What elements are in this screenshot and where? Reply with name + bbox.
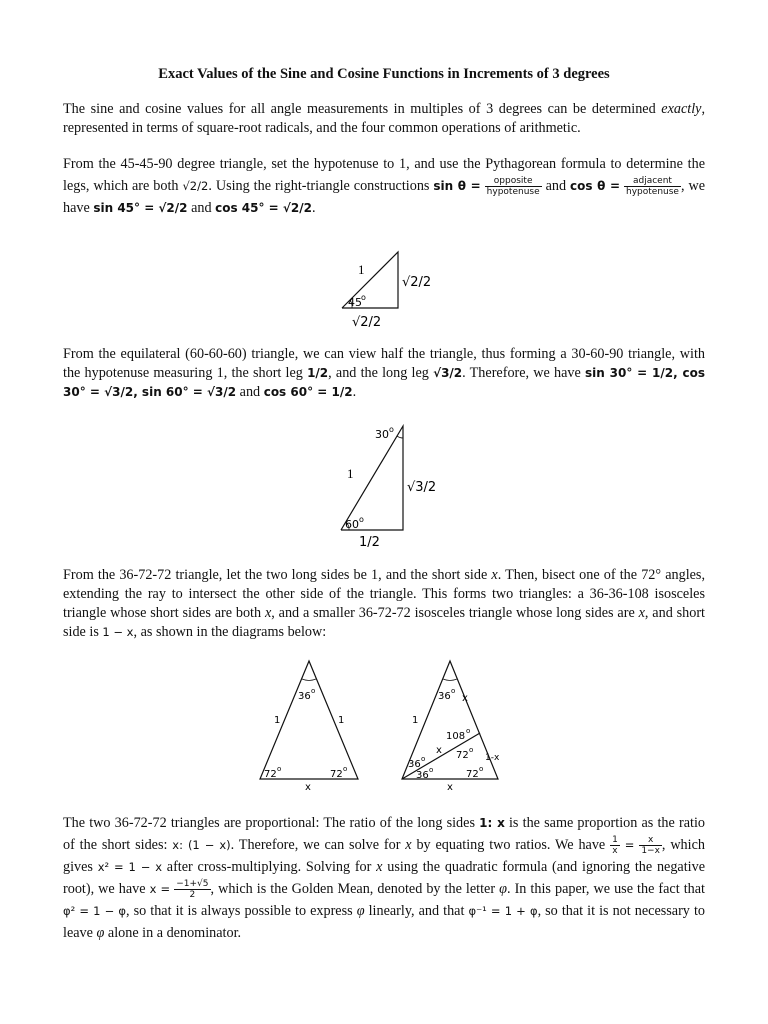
fraction-numerator: opposite (485, 176, 542, 187)
fraction-denominator: 1−x (641, 846, 660, 857)
text: , so that it is always possible to express (126, 903, 357, 920)
text: is the same proportion as the ratio of the short sides: (63, 815, 705, 853)
text: and (236, 384, 264, 400)
hypotenuse-label: 1 (347, 466, 354, 481)
text: , and short side is (63, 605, 706, 640)
text: From the equilateral (60-60-60) triangle, we can view half the triangle, thus forming a 30-60-90 triangle, with the hypotenuse measuring 1, the short leg (63, 346, 705, 381)
math-expression: √3/2 (433, 366, 463, 380)
text: linearly, and that (364, 903, 469, 920)
degree-mark: o (466, 727, 471, 735)
math-expression: 1: x (479, 816, 505, 830)
base-label: x (305, 782, 311, 793)
right-side-label: 1 (338, 715, 345, 726)
base-label: x (447, 782, 453, 793)
right-leg-label: √3/2 (407, 480, 437, 495)
math-expression: 1/2 (307, 366, 329, 380)
angle-arc (397, 436, 403, 438)
fraction-denominator: hypotenuse (626, 187, 679, 198)
degree-mark: o (359, 515, 364, 524)
math-expression: sin θ = (433, 179, 481, 193)
degree-mark: o (277, 765, 282, 773)
math-expression: cos 60° = 1/2 (263, 385, 353, 399)
figure-30-60-90-triangle (335, 422, 465, 552)
fraction-numerator: 1 (612, 835, 618, 846)
text: The two 36-72-72 triangles are proportional: The ratio of the long sides (63, 815, 480, 831)
text: . Therefore, we can solve for (230, 837, 406, 853)
degree-mark: o (429, 766, 434, 774)
text: angles, extending the ray to intersect the other side of the triangle. This forms two triangles: a 36-36-108 isosceles triangle whose short sides are both (63, 567, 705, 621)
triangle-bisected (402, 661, 500, 793)
figure-golden-triangles (250, 655, 520, 795)
degree-mark: o (361, 293, 366, 302)
left-side-label: 1 (412, 715, 419, 726)
angle-label: 45 (348, 296, 362, 309)
fraction-denominator: 2 (189, 890, 196, 901)
fraction-numerator: −1+√5 (176, 879, 209, 890)
math-expression: cos θ = (570, 179, 621, 193)
degree-mark: o (469, 746, 474, 754)
bottom-leg-label: √2/2 (352, 315, 382, 330)
degree-mark: o (451, 687, 456, 695)
math-expression: x = (149, 882, 171, 897)
text: , represented in terms of square-root radicals, and the four common operations of arithmetic. (63, 101, 705, 136)
degree-mark: o (311, 687, 316, 695)
bottom-leg-label: 1/2 (359, 535, 380, 550)
text: and (541, 178, 571, 194)
bottom-right-angle-label: 72 (466, 769, 479, 780)
fraction-golden-mean (174, 879, 210, 900)
text: . Therefore, we have (462, 365, 586, 381)
text: , which is the Golden Mean, denoted by the letter (210, 881, 500, 898)
intro-paragraph (63, 100, 705, 138)
fraction-denominator: hypotenuse (486, 187, 540, 198)
apex-angle-label: 36 (298, 691, 311, 702)
paragraph-36-72-72 (63, 566, 705, 642)
emphasis-text: exactly (661, 101, 702, 117)
hypotenuse-label: 1 (358, 262, 365, 277)
math-variable: φ (356, 903, 365, 920)
fraction-numerator: x (639, 835, 662, 846)
math-expression: = (619, 838, 635, 852)
right-leg-label: √2/2 (402, 275, 432, 290)
text: . (311, 200, 316, 217)
text: after cross-multiplying. Solving for (162, 859, 377, 876)
text: , so that it is not necessary to leave (63, 903, 705, 942)
degree-mark: o (479, 765, 484, 773)
fraction-adjacent-hypotenuse (624, 176, 681, 197)
text: using the quadratic formula (and ignoring the negative root), we have (63, 859, 706, 898)
text: by equating two ratios. We have (411, 837, 611, 853)
text: . Then, bisect one of the (497, 567, 642, 583)
bisector-x-label: x (436, 745, 442, 756)
math-expression: sin 30° = 1/2, cos 30° = √3/2, sin 60° = √3/2 (63, 366, 706, 399)
fraction-numerator: adjacent (624, 176, 681, 187)
figure-45-45-90-triangle (330, 250, 450, 332)
angle-36-lower-label: 36 (416, 770, 429, 781)
bottom-angle-label: 60 (345, 518, 359, 531)
degree-mark: o (343, 765, 348, 773)
angle-arc (302, 679, 316, 680)
text: , we have (63, 178, 706, 217)
math-expression: 72° (641, 567, 662, 583)
math-variable: x (638, 605, 645, 621)
one-minus-x-label: 1-x (485, 753, 500, 763)
triangle-36-72-72 (260, 661, 358, 793)
math-variable: x (264, 605, 272, 621)
left-side-label: 1 (274, 715, 281, 726)
math-expression: φ⁻¹ = 1 + φ (468, 904, 538, 919)
degree-mark: o (389, 425, 394, 434)
math-expression: φ² = 1 − φ (63, 904, 126, 919)
math-variable: x (405, 837, 412, 853)
math-expression: cos 45° = √2/2 (215, 201, 312, 216)
math-variable: φ (499, 881, 507, 898)
math-variable: φ (96, 925, 105, 942)
text: The sine and cosine values for all angle measurements in multiples of 3 degrees can be determined (63, 101, 662, 117)
fraction-one-over-x (610, 835, 620, 856)
math-expression: x² = 1 − x (97, 860, 163, 875)
angle-108-label: 108 (446, 731, 466, 742)
angle-72-mid-label: 72 (456, 750, 469, 761)
text: . Using the right-triangle constructions (208, 178, 434, 194)
paragraph-30-60-90 (63, 345, 705, 402)
degree-mark: o (421, 755, 426, 763)
text: and (187, 200, 216, 217)
text: alone in a denominator. (104, 925, 242, 942)
fraction-denominator: x (612, 846, 618, 857)
text: From the 36-72-72 triangle, let the two long sides be 1, and the short side (63, 567, 492, 583)
text: , which gives (63, 837, 705, 876)
document-title: Exact Values of the Sine and Cosine Functions in Increments of 3 degrees (158, 66, 610, 82)
fraction-x-over-one-minus-x (639, 835, 662, 856)
top-x-label: x (462, 693, 468, 704)
text: , and a smaller 36-72-72 isosceles triangle whose long sides are (271, 605, 639, 621)
text: , as shown in the diagrams below: (133, 624, 327, 640)
text: . In this paper, we use the fact that (506, 881, 705, 898)
paragraph-golden-mean (63, 812, 705, 944)
text: , and the long leg (328, 365, 434, 381)
math-expression: sin 45° = √2/2 (93, 201, 188, 216)
bottom-right-angle-label: 72 (330, 769, 343, 780)
angle-arc (443, 679, 457, 680)
math-expression: √2/2 (182, 179, 209, 193)
math-expression: x: (1 − x) (172, 838, 231, 852)
angle-36-upper-label: 36 (408, 759, 421, 770)
text: From the 45-45-90 degree triangle, set the hypotenuse to 1, and use the Pythagorean formula to determine the legs, which are both (63, 156, 705, 194)
text: . (352, 384, 357, 400)
bottom-left-angle-label: 72 (264, 769, 277, 780)
apex-angle-label: 36 (438, 691, 451, 702)
top-angle-label: 30 (375, 428, 389, 441)
math-expression: 1 − x (102, 625, 134, 639)
paragraph-45-45-90 (63, 153, 705, 219)
fraction-opposite-hypotenuse (485, 176, 542, 197)
math-variable: x (491, 567, 498, 583)
math-variable: x (376, 859, 383, 876)
